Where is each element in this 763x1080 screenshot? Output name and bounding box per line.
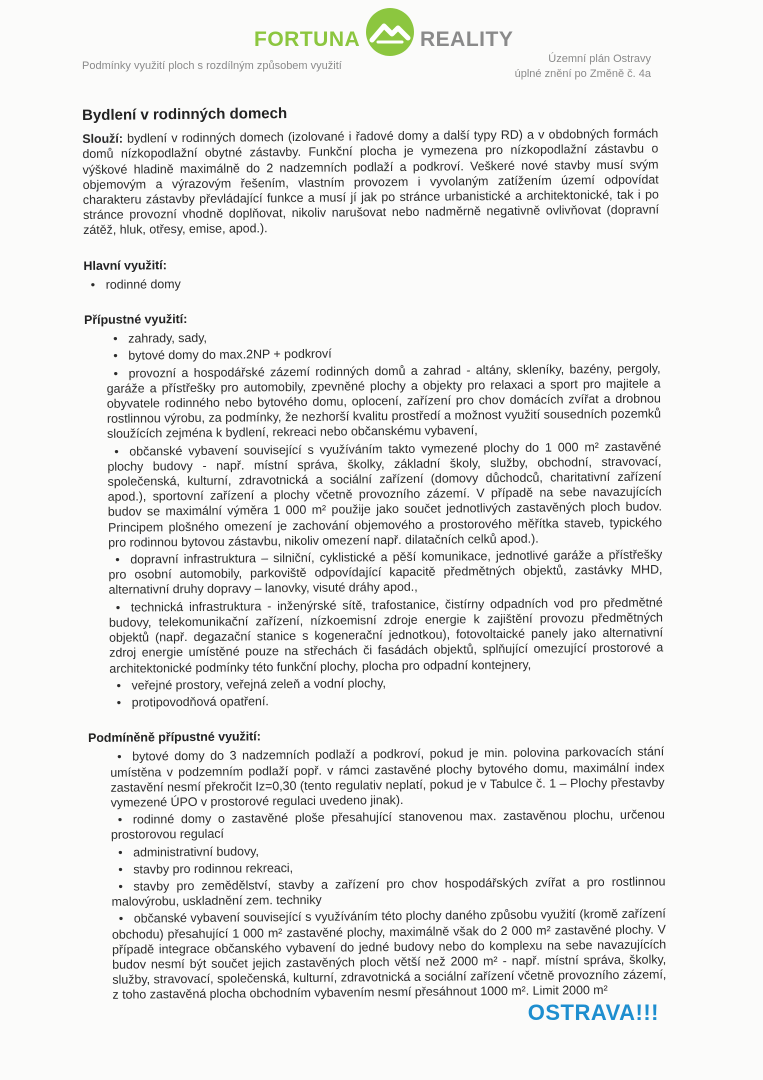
header-plan-info <box>515 52 651 82</box>
list-item: • provozní a hospodářské zázemí rodinných domů a zahrad - altány, skleníky, bazény, pergoly, garáže a přístřešky pro automobily, zpevněné plochy a objekty pro relaxaci a sport pro majitele a obyvatele rodinného nebo bytového domu, oplocení, zařízení pro chov domácích zvířat a drobnou rostlinnou výrobu, za podmínky, že nezhorší kvalitu prostředí a možnost využití sousedních pozemků sloužících zejména k bydlení, rekreaci nebo občanskému vybavení, <box>84 361 661 443</box>
permitted-use-list <box>84 327 664 711</box>
list-item: • stavby pro zemědělství, stavby a zařízení pro chov hospodářských zvířat a pro rostlinnou malovýrobu, uskladnění zem. techniky <box>89 874 665 910</box>
document-title: Bydlení v rodinných domech <box>81 105 288 124</box>
document-body <box>82 102 667 1005</box>
list-item: • veřejné prostory, veřejná zeleň a vodní plochy, <box>87 673 663 694</box>
main-use-list <box>84 272 660 293</box>
list-item: • rodinné domy o zastavěné ploše přesahující stanovenou max. zastavěnou plochu, určenou prostorovou regulací <box>89 808 665 844</box>
list-item: • občanské vybavení související s využíváním takto vymezené plochy do 1 000 m² zastavěné plochy budovy - např. místní správa, školky, základní školy, služby, obchodní, stravovací, společenská, kulturní, zdravotnická a sociální zařízení (domovy důchodců, charitativní zařízení apod.), sportovní zařízení a plochy včetně provozního zázemí. V případě na sebe navazujících budov se maximální výměra 1 000 m² použije jako součet jednotlivých zastavěných ploch budov. Principem plošného omezení je zachování objemového a prostorového měřítka staveb, typického pro rodinnou bytovou zástavbu, nikoliv omezení např. dilatačních celků apod.). <box>85 439 662 551</box>
intro-label: Slouží: <box>82 131 123 147</box>
house-logo-icon <box>362 6 418 58</box>
logo-text-left: FORTUNA <box>254 28 361 51</box>
conditional-use-heading: Podmíněně přípustné využití: <box>87 729 261 746</box>
list-item: • stavby pro rodinnou rekreaci, <box>89 857 665 878</box>
fortuna-reality-logo <box>254 6 514 58</box>
ostrava-logo: OSTRAVA!!! <box>527 1000 659 1025</box>
list-item: • bytové domy do 3 nadzemních podlaží a podkroví, pokud je min. polovina parkovacích stání umístěna v podzemním podlaží popř. v rámci zastavěné plochy bytového domu, maximální index zastavění nesmí překročit Iz=0,30 (tento regulativ neplatí, pokud je v Tabulce č. 1 – Plochy přestavby vymezené ÚPO v prostorové regulaci uvedeno jinak). <box>88 745 665 811</box>
main-use-heading: Hlavní využití: <box>83 257 167 273</box>
permitted-use-heading: Přípustné využití: <box>83 312 188 328</box>
list-item: • občanské vybavení související s využíváním této plochy daného způsobu využití (kromě zařízení obchodu) přesahující 1 000 m² zastavěné plochy, maximálně však do 2 000 m² zastavěné plochy. V případě integrace občanského vybavení do jedné budovy nebo do komplexu na sebe navazujících budov nesmí být součet jejich zastavěných ploch větší než 2000 m² - např. místní správa, školky, služby, stravovací, společenská, kulturní, zdravotnická a sociální zařízení včetně provozního zázemí, z toho zastavěná plocha obchodním vybavením nesmí přesáhnout 1000 m². Limit 2000 m² <box>90 907 667 1004</box>
intro-paragraph <box>82 127 659 239</box>
header-plan-version: úplné znění po Změně č. 4a <box>514 68 651 80</box>
list-item: • dopravní infrastruktura – silniční, cyklistické a pěší komunikace, jednotlivé garáže a přístřešky pro osobní automobily, parkoviště odpovídající kapacitě předmětných objektů, zastávky MHD, alternativní druhy dopravy – lanovky, visuté dráhy apod., <box>86 548 662 599</box>
list-item: • administrativní budovy, <box>89 840 665 861</box>
list-item: • rodinné domy <box>84 272 660 293</box>
list-item: • bytové domy do max.2NP + podkroví <box>84 344 660 365</box>
header-section-title: Podmínky využití ploch s rozdílným způsobem využití <box>82 60 342 72</box>
list-item: • protipovodňová opatření. <box>88 690 664 711</box>
logo-text-right: REALITY <box>420 28 514 51</box>
header-plan-name: Územní plán Ostravy <box>548 53 651 65</box>
conditional-use-list <box>88 745 666 1004</box>
intro-text: bydlení v rodinných domech (izolované i řadové domy a další typy RD) a v obdobných formách domů nízkopodlažní obytné zástavby. Funkční plocha je vymezena pro nízkopodlažní zástavbu o výškové hladině maximálně do 2 nadzemních podlaží a podkroví. Veškeré nové stavby musí svým objemovým a výrazovým řešením, vlastním provozem i vyvolaným zatížením území odpovídat charakteru zástavby převládající funkce a musí jí jak po stránce urbanistické a architektonické, tak i po stránce provozní vhodně doplňovat, nikoliv narušovat nebo nadměrně negativně ovlivňovat (dopravní zátěž, hluk, otřesy, emise, apod.). <box>82 126 660 238</box>
list-item: • zahrady, sady, <box>84 327 660 348</box>
list-item: • technická infrastruktura - inženýrské sítě, trafostanice, čistírny odpadních vod pro předmětné budovy, telekomunikační zařízení, nízkoemisní zdroje energie k zajištění provozu předmětných objektů (např. degazační stanice s kogenerační jednotkou), fotovoltaické panely jako alternativní zdroj energie umístěné pouze na střechách či fasádách objektů, splňující omezující prostorové a architektonické podmínky této funkční plochy, plocha pro odpadní kontejnery, <box>87 595 664 677</box>
